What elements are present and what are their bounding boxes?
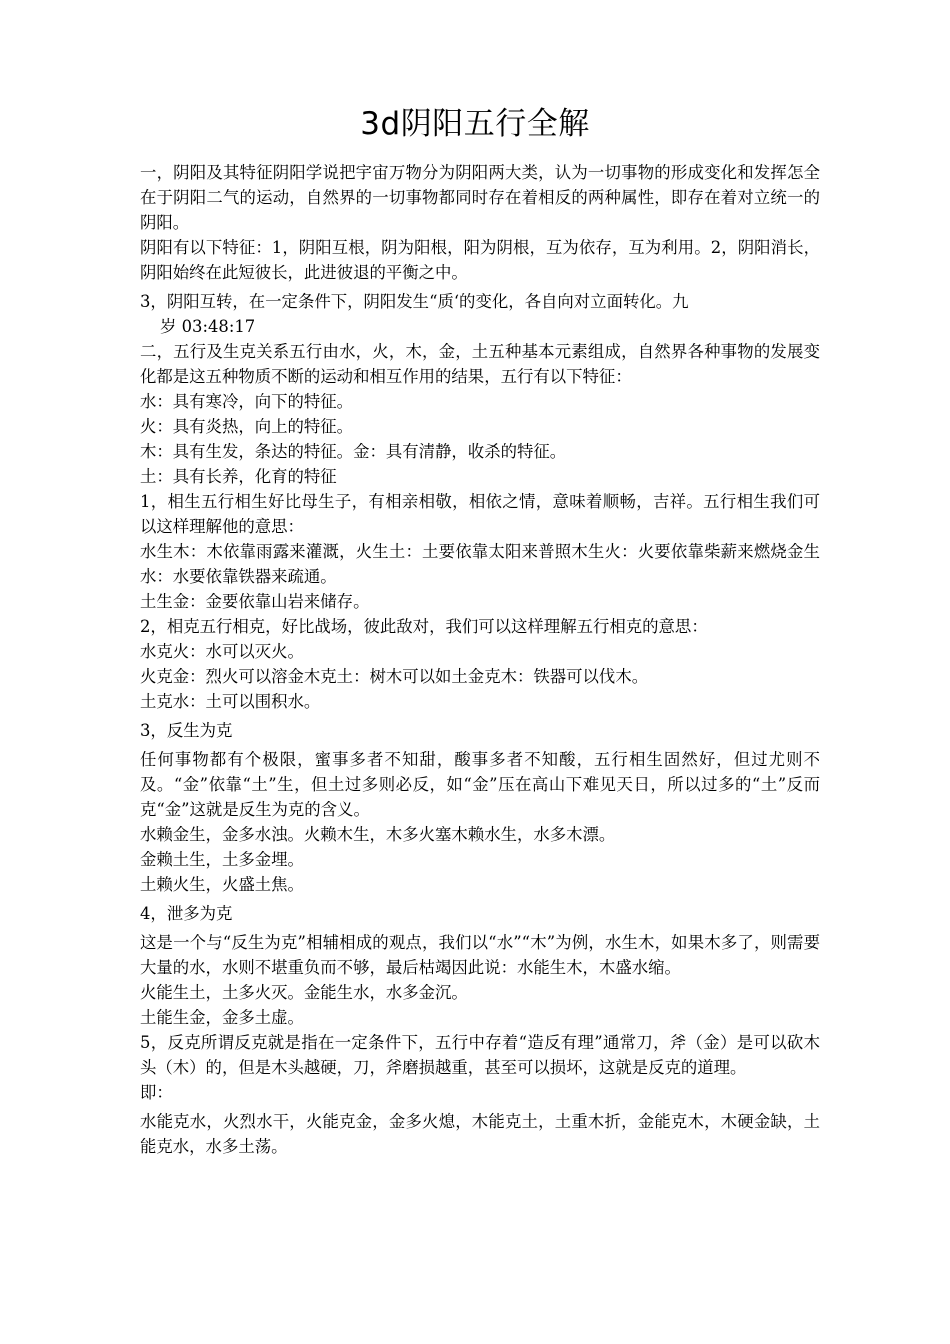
paragraph-fire: 火：具有炎热，向上的特征。: [140, 417, 354, 436]
paragraph-ji: 即：: [140, 1083, 173, 1102]
paragraph-sheng-intro: 1，相生五行相生好比母生子，有相亲相敬，相依之情，意味着顺畅，吉祥。五行相生我们可以这样理解他的意思：: [140, 492, 820, 536]
paragraph-water-fire: 水克火：水可以灭火。: [140, 642, 304, 661]
paragraph-neng-ke: 水能克水，火烈水干，火能克金，金多火熄，木能克土，土重木折，金能克木，木硬金缺，土能克水，水多土荡。: [140, 1112, 820, 1156]
heading-fansheng: 3，反生为克: [140, 721, 233, 740]
document-title: 3d阴阳五行全解: [360, 106, 590, 142]
paragraph-water: 水：具有寒冷，向下的特征。: [140, 392, 354, 411]
paragraph-fanke: 5，反克所谓反克就是指在一定条件下，五行中存着“造反有理”通常刀，斧（金）是可以砍木头（木）的，但是木头越硬，刀，斧磨损越重，甚至可以损坏，这就是反克的道理。: [140, 1033, 820, 1077]
paragraph-lai-sheng-1: 水赖金生，金多水浊。火赖木生，木多火塞木赖水生，水多木漂。: [140, 825, 616, 844]
paragraph-earth: 土：具有长养，化育的特征: [140, 467, 337, 486]
paragraph-fansheng-detail: 任何事物都有个极限，蜜事多者不知甜，酸事多者不知酸，五行相生固然好，但过尤则不及。“金”依靠“土”生，但土过多则必反，如“金”压在高山下难见天日，所以过多的“土”反而克“金”这就是反生为克的含义。: [140, 750, 820, 819]
paragraph-earth-metal: 土生金：金要依靠山岩来储存。: [140, 592, 370, 611]
paragraph-ke-intro: 2，相克五行相克，好比战场，彼此敌对，我们可以这样理解五行相克的意思：: [140, 617, 708, 636]
paragraph-xieduo-detail: 这是一个与“反生为克”相辅相成的观点，我们以“水”“木”为例，水生木，如果木多了，则需要大量的水，水则不堪重负而不够，最后枯竭因此说：水能生木，木盛水缩。: [140, 933, 820, 977]
paragraph-earth-water: 土克水：土可以围积水。: [140, 692, 321, 711]
paragraph-fire-metal: 火克金：烈火可以溶金木克土：树木可以如土金克木：铁器可以伐木。: [140, 667, 649, 686]
paragraph-timestamp: 岁 03:48:17: [160, 317, 256, 336]
paragraph-yinyang-intro: 一，阴阳及其特征阴阳学说把宇宙万物分为阴阳两大类，认为一切事物的形成变化和发挥怎全在于阴阳二气的运动，自然界的一切事物都同时存在着相反的两种属性，即存在着对立统一的阴阳。: [140, 163, 820, 232]
heading-xieduo: 4，泄多为克: [140, 904, 233, 923]
paragraph-neng-sheng-2: 土能生金，金多土虚。: [140, 1008, 304, 1027]
paragraph-lai-sheng-3: 土赖火生，火盛土焦。: [140, 875, 304, 894]
paragraph-wuxing-intro: 二，五行及生克关系五行由水，火，木，金，土五种基本元素组成，自然界各种事物的发展变化都是这五种物质不断的运动和相互作用的结果，五行有以下特征：: [140, 342, 820, 386]
paragraph-lai-sheng-2: 金赖土生，土多金埋。: [140, 850, 304, 869]
document-body: [140, 160, 820, 1159]
paragraph-wood-metal: 木：具有生发，条达的特征。金：具有清静，收杀的特征。: [140, 442, 567, 461]
paragraph-yinyang-features: 阴阳有以下特征：1，阴阳互根，阴为阳根，阳为阴根，互为依存，互为利用。2，阴阳消长，阴阳始终在此短彼长，此进彼退的平衡之中。: [140, 238, 820, 282]
paragraph-yinyang-transform: 3，阴阳互转，在一定条件下，阴阳发生“质‘的变化，各自向对立面转化。九: [140, 292, 689, 311]
paragraph-neng-sheng-1: 火能生土，土多火灭。金能生水，水多金沉。: [140, 983, 468, 1002]
paragraph-sheng-detail: 水生木：木依靠雨露来灌溉，火生土：土要依靠太阳来普照木生火：火要依靠柴薪来燃烧金生水：水要依靠铁器来疏通。: [140, 542, 820, 586]
